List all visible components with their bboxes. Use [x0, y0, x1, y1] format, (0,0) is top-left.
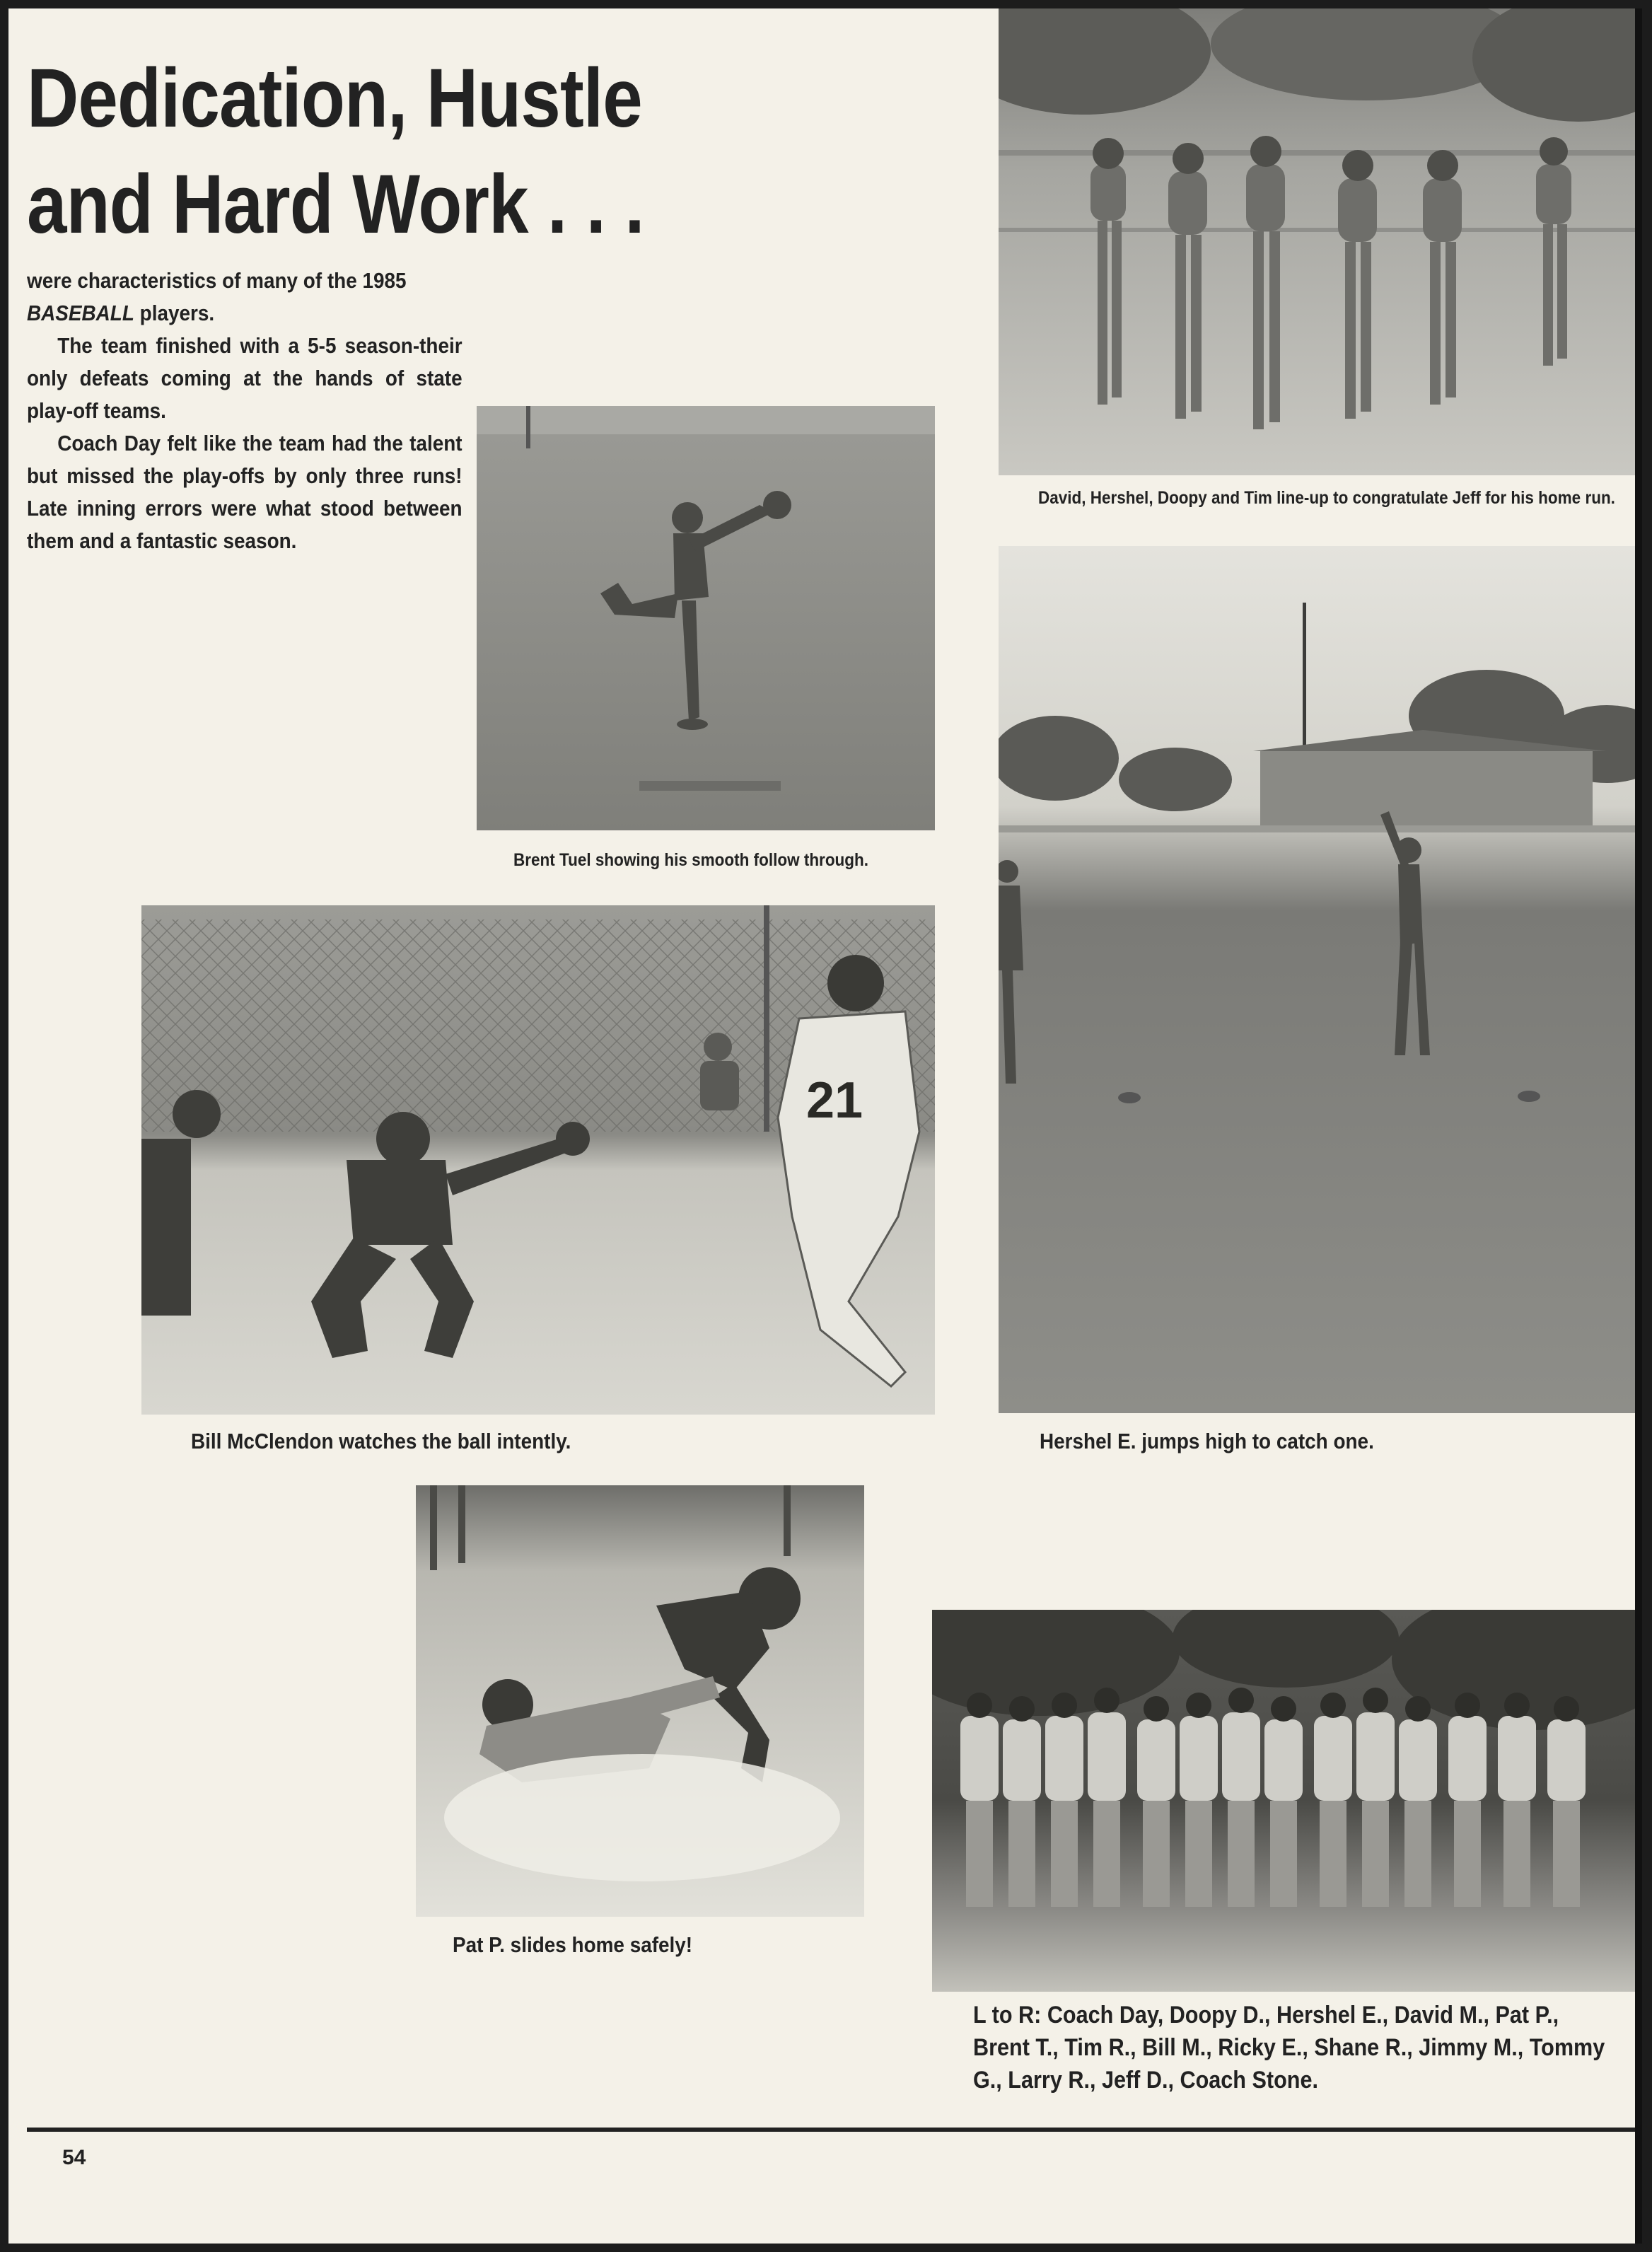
- caption-outfield: Hershel E. jumps high to catch one.: [1040, 1429, 1374, 1453]
- photo-congratulate: [999, 8, 1642, 475]
- headline-line-1: Dedication, Hustle: [27, 52, 642, 145]
- headline-line-2: and Hard Work . . .: [27, 158, 644, 251]
- page-edge-shadow: [1635, 8, 1642, 2244]
- yearbook-page: [8, 8, 1642, 2244]
- footer-rule: [27, 2128, 1642, 2132]
- intro-paragraph-3: Coach Day felt like the team had the talent but missed the play-offs by only three runs! Late inning errors were what stood between them and a fantastic season.: [27, 431, 463, 553]
- caption-congratulate: David, Hershel, Doopy and Tim line-up to congratulate Jeff for his home run.: [1038, 488, 1615, 508]
- caption-pitcher: Brent Tuel showing his smooth follow through.: [513, 850, 869, 870]
- intro-paragraph-2: The team finished with a 5-5 season-their only defeats coming at the hands of state play-off teams.: [27, 333, 463, 423]
- caption-slide: Pat P. slides home safely!: [453, 1932, 693, 1957]
- intro-paragraph-1: were characteristics of many of the 1985 BASEBALL players.: [27, 268, 407, 325]
- photo-slide: [416, 1485, 864, 1917]
- photo-outfield: [999, 546, 1642, 1413]
- photo-team: [932, 1610, 1642, 1992]
- sport-name: BASEBALL: [27, 301, 134, 325]
- jersey-number: 21: [806, 1072, 863, 1129]
- page-number: 54: [62, 2146, 86, 2169]
- intro-text: [27, 265, 463, 557]
- page-headline: [27, 45, 644, 257]
- caption-catcher: Bill McClendon watches the ball intently.: [191, 1429, 571, 1453]
- photo-pitcher: [477, 406, 935, 830]
- caption-team: L to R: Coach Day, Doopy D., Hershel E., David M., Pat P., Brent T., Tim R., Bill M., Ricky E., Shane R., Jimmy M., Tommy G., Larry R., Jeff D., Coach Stone.: [973, 2002, 1605, 2094]
- photo-catcher: [141, 905, 935, 1415]
